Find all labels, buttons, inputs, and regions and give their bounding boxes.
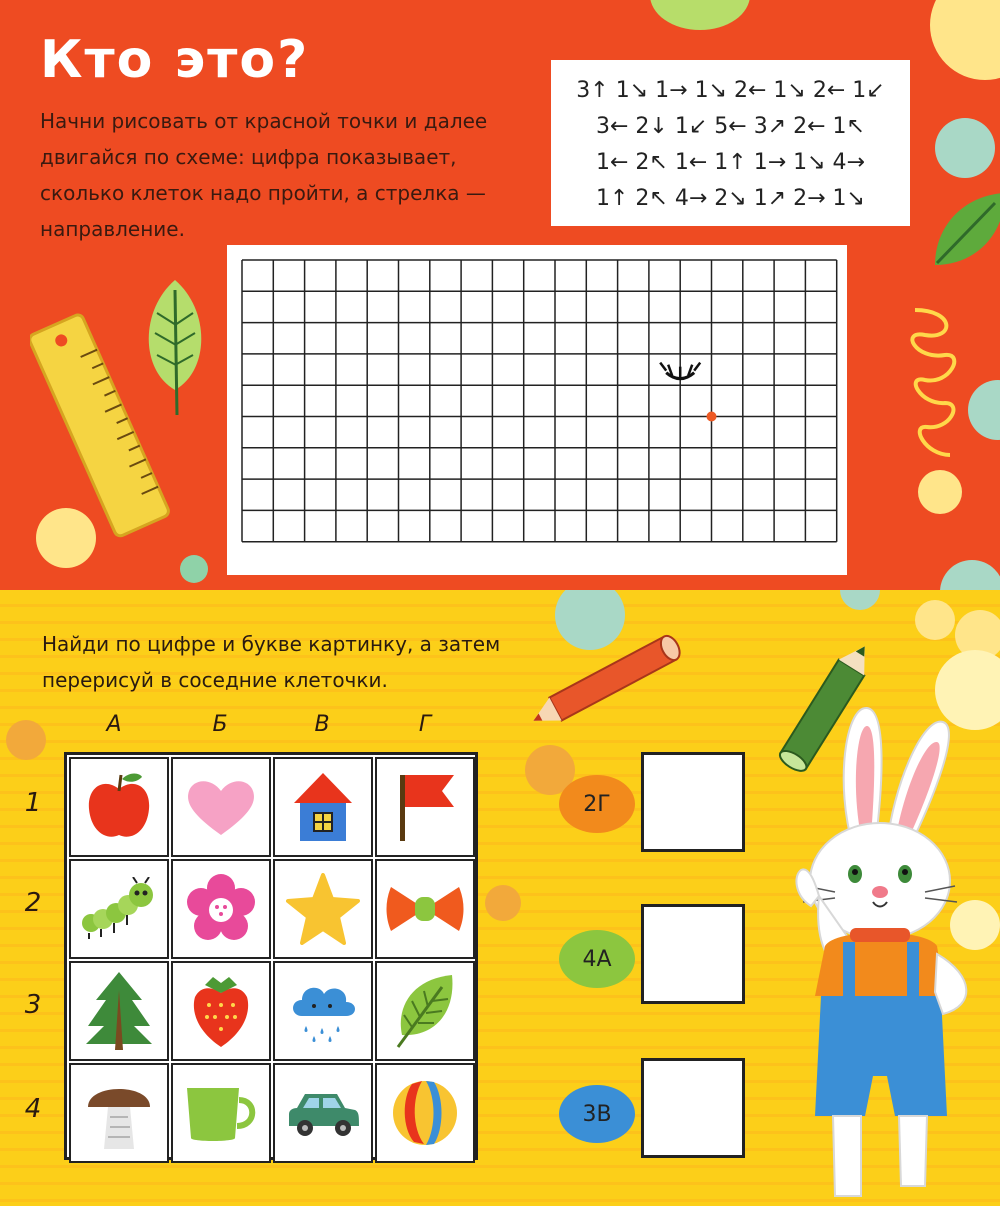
route-code-line: 3← 2↓ 1↙ 5← 3↗ 2← 1↖ — [596, 114, 865, 139]
picture-cell-G4[interactable] — [375, 1063, 475, 1163]
task-badge-3: 3В — [559, 1085, 635, 1143]
cup-icon — [181, 1080, 261, 1146]
leaf-decoration-icon — [925, 185, 1000, 275]
column-label: Г — [418, 712, 432, 737]
leaf-decoration-icon — [135, 275, 215, 425]
mushroom-icon — [84, 1073, 154, 1153]
decor-circle — [918, 470, 962, 514]
car-icon — [283, 1086, 363, 1140]
flag-icon — [390, 769, 460, 845]
decor-circle — [930, 0, 1000, 80]
page-title: Кто это? — [40, 30, 310, 90]
picture-cell-B2[interactable] — [171, 859, 271, 959]
decor-circle — [915, 600, 955, 640]
instruction-top: Начни рисовать от красной точки и далее двигайся по схеме: цифра показывает, сколько клеток надо пройти, а стрелка — направление. — [40, 109, 488, 241]
decor-circle — [940, 560, 1000, 590]
answer-box-2[interactable] — [641, 904, 745, 1004]
picture-cell-G3[interactable] — [375, 961, 475, 1061]
picture-table — [64, 752, 478, 1160]
column-label: В — [314, 712, 330, 737]
decor-circle — [968, 380, 1000, 440]
heart-icon — [183, 775, 259, 839]
picture-cell-A3[interactable] — [69, 961, 169, 1061]
house-icon — [288, 769, 358, 845]
decor-circle — [6, 720, 46, 760]
ball-icon — [390, 1078, 460, 1148]
top-section — [0, 0, 1000, 590]
start-dot — [707, 412, 717, 422]
answer-box-1[interactable] — [641, 752, 745, 852]
caterpillar-icon — [79, 877, 159, 941]
strawberry-icon — [189, 971, 253, 1051]
route-code-line: 1↑ 2↖ 4→ 2↘ 1↗ 2→ 1↘ — [596, 186, 865, 211]
picture-cell-V4[interactable] — [273, 1063, 373, 1163]
task-badge-1: 2Г — [559, 775, 635, 833]
picture-cell-B1[interactable] — [171, 757, 271, 857]
route-code-line: 3↑ 1↘ 1→ 1↘ 2← 1↘ 2← 1↙ — [576, 78, 885, 103]
bow-icon — [385, 881, 465, 937]
task-badge-2: 4А — [559, 930, 635, 988]
picture-cell-A4[interactable] — [69, 1063, 169, 1163]
picture-cell-A2[interactable] — [69, 859, 169, 959]
picture-cell-G1[interactable] — [375, 757, 475, 857]
picture-cell-V2[interactable] — [273, 859, 373, 959]
picture-cell-G2[interactable] — [375, 859, 475, 959]
apple-icon — [84, 769, 154, 845]
row-label: 1 — [24, 788, 42, 818]
picture-cell-A1[interactable] — [69, 757, 169, 857]
drawing-grid-panel — [227, 245, 847, 575]
picture-cell-V1[interactable] — [273, 757, 373, 857]
star-icon — [286, 873, 360, 945]
column-label: А — [106, 712, 122, 737]
leaf-icon — [390, 971, 460, 1051]
instruction-bottom: Найди по цифре и букве картинку, а затем перерисуй в соседние клеточки. — [42, 632, 501, 692]
picture-cell-B4[interactable] — [171, 1063, 271, 1163]
picture-cell-V3[interactable] — [273, 961, 373, 1061]
flower-icon — [186, 874, 256, 944]
route-code-box — [551, 60, 910, 226]
decor-circle — [650, 0, 750, 30]
decor-circle — [840, 590, 880, 610]
column-label: Б — [212, 712, 228, 737]
spiral-decoration-icon — [905, 305, 965, 465]
row-label: 2 — [24, 888, 42, 918]
route-code-line: 1← 2↖ 1← 1↑ 1→ 1↘ 4→ — [596, 150, 865, 175]
decor-circle — [485, 885, 521, 921]
fir-tree-icon — [84, 970, 154, 1052]
drawing-grid[interactable] — [227, 245, 847, 575]
row-label: 3 — [24, 990, 42, 1020]
answer-box-3[interactable] — [641, 1058, 745, 1158]
picture-cell-B3[interactable] — [171, 961, 271, 1061]
row-label: 4 — [24, 1094, 42, 1124]
decor-circle — [935, 118, 995, 178]
rain-cloud-icon — [286, 974, 360, 1048]
decor-circle — [180, 555, 208, 583]
bunny-illustration — [775, 696, 985, 1206]
